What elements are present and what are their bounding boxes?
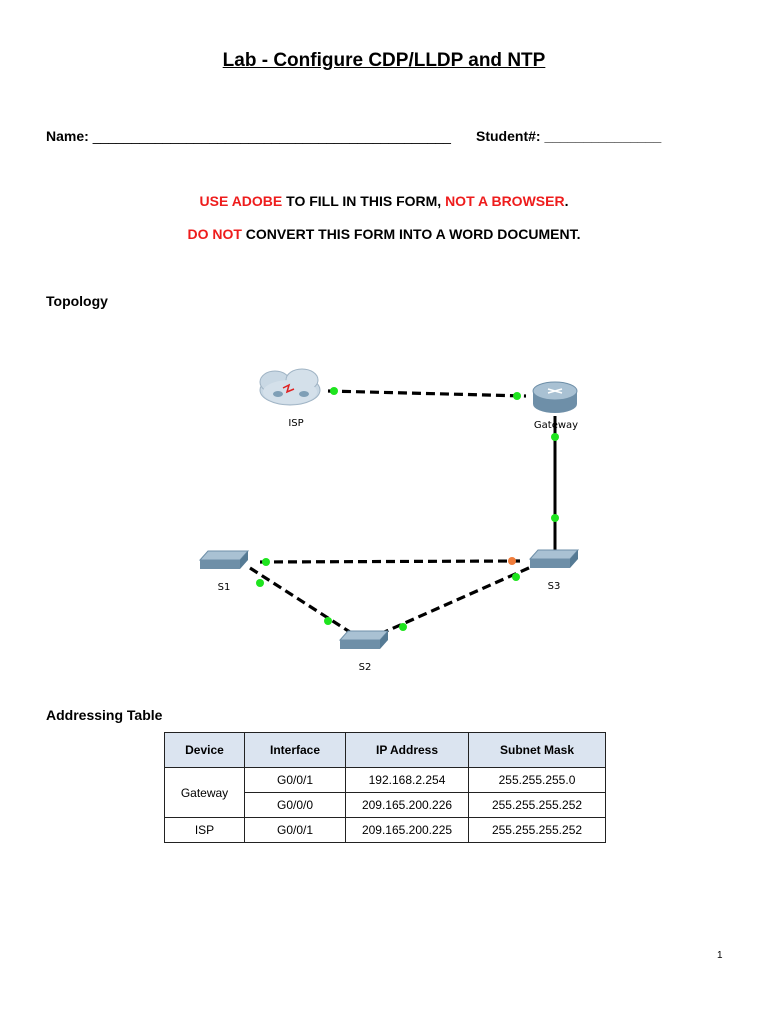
link-light-gateway-isp [513, 392, 521, 400]
gateway-router-icon[interactable] [533, 382, 577, 413]
mask-cell: 255.255.255.252 [469, 793, 606, 818]
interface-cell: G0/0/1 [245, 818, 346, 843]
link-light-s1-s2 [256, 579, 264, 587]
link-light-s2-s1 [324, 617, 332, 625]
isp-cloud-icon[interactable] [260, 369, 320, 405]
link-light-s3-gateway [551, 514, 559, 522]
link-s1-s3 [260, 561, 520, 562]
name-field[interactable] [46, 128, 451, 144]
column-header-mask: Subnet Mask [469, 733, 606, 768]
page-number: 1 [717, 950, 723, 961]
mask-cell: 255.255.255.0 [469, 768, 606, 793]
addressing-table [164, 732, 606, 843]
notice-browser-red: NOT A BROWSER [445, 193, 565, 209]
ip-cell: 209.165.200.225 [346, 818, 469, 843]
table-row [165, 768, 606, 793]
isp-label: ISP [288, 418, 304, 429]
interface-cell: G0/0/0 [245, 793, 346, 818]
link-light-isp [330, 387, 338, 395]
student-number-label: Student#: [476, 128, 541, 144]
link-light-s2-s3 [399, 623, 407, 631]
device-cell: Gateway [165, 768, 245, 818]
student-number-blank[interactable]: _______________ [544, 128, 662, 144]
link-s1-s2 [250, 568, 353, 634]
notice-adobe-end: . [564, 193, 569, 209]
name-blank[interactable]: ______________________________________________ [92, 128, 451, 144]
link-light-s3-s1-blocked [508, 557, 516, 565]
s1-label: S1 [217, 582, 231, 593]
student-number-field[interactable] [476, 128, 661, 144]
link-isp-gateway [328, 391, 526, 396]
mask-cell: 255.255.255.252 [469, 818, 606, 843]
s3-label: S3 [547, 581, 561, 592]
table-row [165, 818, 606, 843]
s1-switch-icon[interactable] [200, 551, 248, 569]
column-header-ip: IP Address [346, 733, 469, 768]
table-header-row [165, 733, 606, 768]
page-title: Lab - Configure CDP/LLDP and NTP [222, 50, 546, 71]
column-header-device: Device [165, 733, 245, 768]
link-light-gateway-s3 [551, 433, 559, 441]
link-light-s1-s3 [262, 558, 270, 566]
ip-cell: 209.165.200.226 [346, 793, 469, 818]
interface-cell: G0/0/1 [245, 768, 346, 793]
notice-word-text: CONVERT THIS FORM INTO A WORD DOCUMENT. [241, 226, 581, 242]
ip-cell: 192.168.2.254 [346, 768, 469, 793]
notice-adobe [0, 193, 768, 209]
topology-diagram [190, 350, 610, 680]
notice-word [0, 226, 768, 242]
s3-switch-icon[interactable] [530, 550, 578, 568]
gateway-label: Gateway [533, 420, 579, 431]
notice-adobe-red: USE ADOBE [199, 193, 283, 209]
notice-word-red: DO NOT [187, 226, 242, 242]
s2-label: S2 [358, 662, 372, 673]
column-header-interface: Interface [245, 733, 346, 768]
addressing-heading: Addressing Table [46, 707, 163, 723]
s2-switch-icon[interactable] [340, 631, 388, 649]
topology-heading: Topology [46, 293, 108, 309]
notice-adobe-text: TO FILL IN THIS FORM, [282, 193, 446, 209]
link-light-s3-s2 [512, 573, 520, 581]
name-label: Name: [46, 128, 89, 144]
device-cell: ISP [165, 818, 245, 843]
